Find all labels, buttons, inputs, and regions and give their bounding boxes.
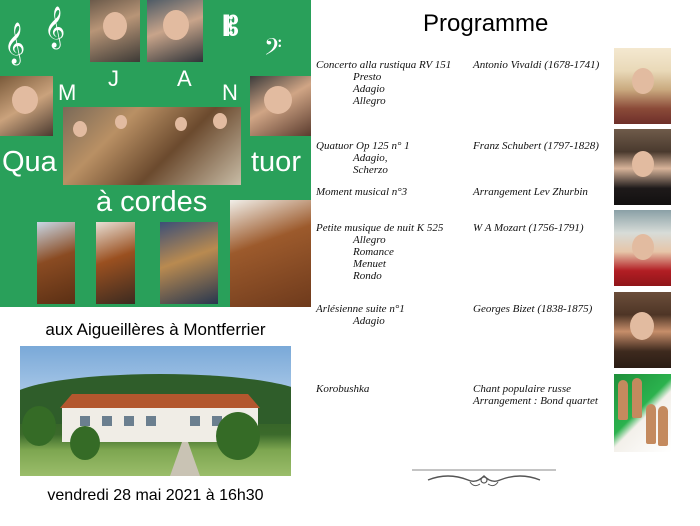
movement: Rondo (353, 270, 382, 282)
photo-violin-2 (96, 222, 135, 304)
work-title: Concerto alla rustiqua RV 151 (316, 59, 452, 71)
photo-musician-a (147, 0, 203, 62)
concert-date: vendredi 28 mai 2021 à 16h30 (47, 487, 264, 504)
composer-line: Chant populaire russe (473, 383, 571, 395)
initial-a: A (177, 66, 192, 91)
treble-clef-icon: 𝄞 (44, 7, 66, 48)
movement: Adagio, (353, 152, 388, 164)
programme-composer: Franz Schubert (1797-1828) (473, 140, 599, 152)
title-a-cordes: à cordes (96, 186, 208, 218)
programme-composer: W A Mozart (1756-1791) (473, 222, 584, 234)
programme-composer: Antonio Vivaldi (1678-1741) (473, 59, 600, 71)
treble-clef-icon: 𝄞 (4, 23, 26, 64)
movement: Scherzo (353, 164, 388, 176)
programme-composer (473, 383, 613, 407)
title-qua: Qua (2, 146, 57, 178)
portrait-schubert (614, 129, 671, 205)
programme-work (316, 186, 476, 198)
portrait-bizet (614, 292, 671, 368)
movement: Adagio (353, 315, 385, 327)
movement: Romance (353, 246, 394, 258)
movement: Allegro (353, 95, 386, 107)
programme-composer: Georges Bizet (1838-1875) (473, 303, 593, 315)
alto-clef-icon: 𝄡 (224, 12, 239, 42)
initial-m: M (58, 80, 77, 105)
photo-musician-j (90, 0, 140, 62)
photo-musician-n (250, 76, 311, 136)
movement: Menuet (353, 258, 386, 270)
portrait-mozart (614, 210, 671, 286)
work-title: Quatuor Op 125 n° 1 (316, 140, 410, 152)
photo-bond-quartet (614, 374, 671, 452)
programme-work (316, 303, 476, 327)
work-title: Moment musical n°3 (316, 186, 408, 198)
programme-work (316, 59, 476, 107)
photo-musician-m (0, 76, 53, 136)
programme-work (316, 222, 476, 282)
composer-line: Arrangement : Bond quartet (473, 395, 598, 407)
work-title: Korobushka (316, 383, 370, 395)
initial-n: N (222, 80, 238, 105)
programme-title: Programme (423, 10, 549, 37)
movement: Allegro (353, 234, 386, 246)
ornament-divider-icon (408, 462, 560, 492)
venue-label: aux Aigueillères à Montferrier (45, 320, 266, 339)
photo-viola (160, 222, 218, 304)
work-title: Arlésienne suite n°1 (316, 303, 405, 315)
quartet-poster (0, 0, 311, 307)
movement: Presto (353, 71, 382, 83)
programme-work (316, 140, 476, 176)
programme-work (316, 383, 476, 395)
portrait-vivaldi (614, 48, 671, 124)
photo-violin-1 (37, 222, 75, 304)
work-title: Petite musique de nuit K 525 (316, 222, 444, 234)
title-tuor: tuor (251, 146, 301, 178)
movement: Adagio (353, 83, 385, 95)
photo-cello (230, 200, 311, 307)
venue-photo (20, 346, 291, 476)
bass-clef-icon: 𝄢 (264, 33, 283, 66)
photo-quartet-rehearsal (63, 107, 241, 185)
programme-composer: Arrangement Lev Zhurbin (473, 186, 588, 198)
initial-j: J (108, 66, 119, 91)
